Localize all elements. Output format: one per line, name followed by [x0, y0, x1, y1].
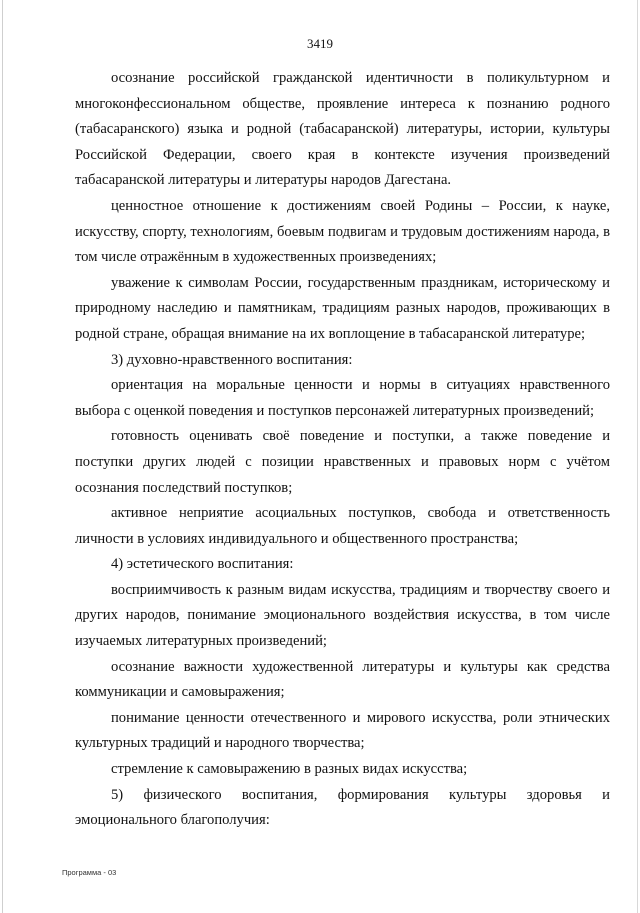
paragraph-moral-orientation: ориентация на моральные ценности и нормы в ситуациях нравственного выбора с оценкой поведения и поступков персонажей литературных произведений;	[75, 377, 610, 419]
paragraph-self-expression: стремление к самовыражению в разных видах искусства;	[111, 761, 468, 778]
section-heading-physical: 5) физического воспитания, формирования культуры здоровья и эмоционального благополучия:	[75, 786, 610, 829]
scan-edge-right	[637, 0, 638, 913]
paragraph-art-value: понимание ценности отечественного и мирового искусства, роли этнических культурных традиций и народного творчества;	[75, 709, 610, 752]
scan-edge-left	[2, 0, 3, 913]
section-heading-spiritual: 3) духовно-нравственного воспитания:	[111, 351, 353, 368]
page-number: 3419	[307, 36, 333, 51]
paragraph-homeland-values: ценностное отношение к достижениям своей Родины – России, к науке, искусству, спорту, технологиям, боевым подвигам и трудовым достижениям народа, в том числе отражённым в художественных произведениях;	[75, 197, 610, 266]
paragraph-literature-importance: осознание важности художественной литературы и культуры как средства коммуникации и самовыражения;	[75, 658, 610, 701]
paragraph-antisocial-rejection: активное неприятие асоциальных поступков, свобода и ответственность личности в условиях индивидуального и общественного пространства;	[75, 505, 610, 547]
section-heading-aesthetic: 4) эстетического воспитания:	[111, 556, 294, 573]
paragraph-art-receptivity: восприимчивость к разным видам искусства, традициям и творчеству своего и других народов, понимание эмоционального воздействия искусства, в том числе изучаемых литературных произведений;	[75, 581, 610, 650]
paragraph-respect-symbols: уважение к символам России, государственным праздникам, историческому и природному наследию и памятникам, традициям разных народов, проживающих в родной стране, обращая внимание на их воплощение в табасаранской литературе;	[75, 274, 610, 342]
document-body	[75, 66, 610, 834]
paragraph-self-assessment: готовность оценивать своё поведение и поступки, а также поведение и поступки других людей с позиции нравственных и правовых норм с учётом осознания последствий поступков;	[75, 428, 610, 496]
paragraph-civic-identity: осознание российской гражданской идентичности в поликультурном и многоконфессиональном обществе, проявление интереса к познанию родного (табасаранского) языка и родной (табасаранской) литературы, истории, культуры Российской Федерации, своего края в контексте изучения произведений табасаранской литературы и литературы народов Дагестана.	[75, 70, 610, 189]
footer-program-label: Программа - 03	[62, 868, 117, 877]
